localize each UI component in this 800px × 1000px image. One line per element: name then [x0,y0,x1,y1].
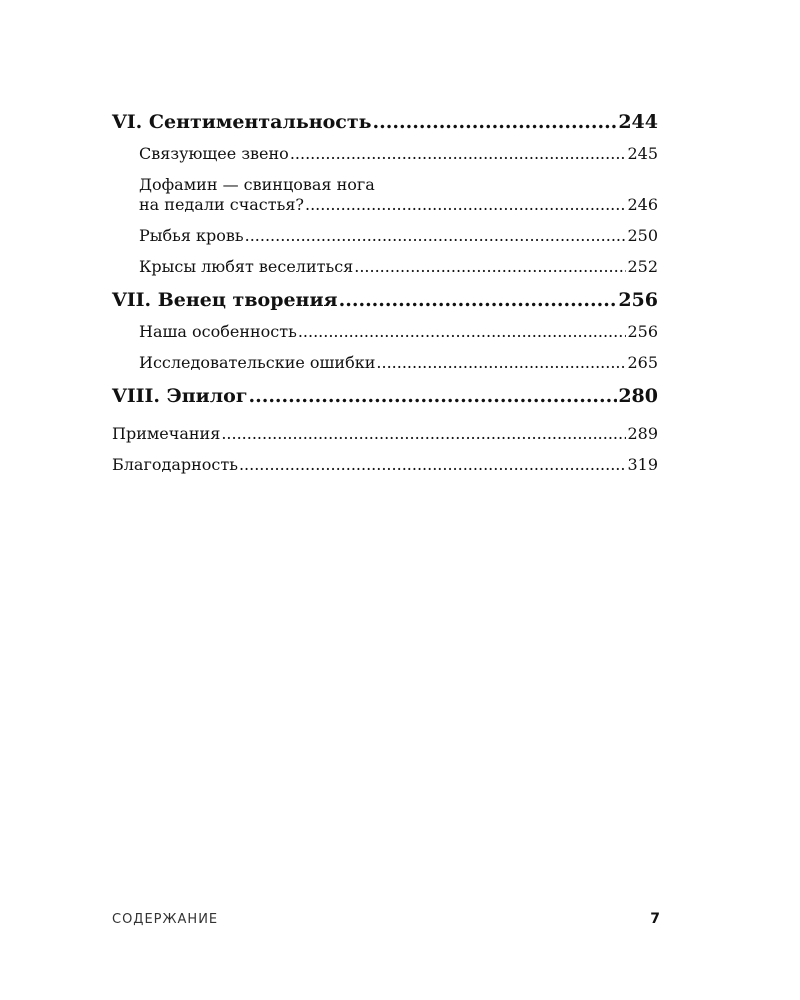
dot-leader [305,195,626,215]
toc-section-title-line1: Дофамин — свинцовая нога [139,175,375,194]
toc-page-number: 245 [627,144,658,163]
toc-chapter-8 [112,382,658,410]
page-number: 7 [650,911,660,927]
toc-page-number: 246 [627,195,658,214]
toc-section [112,257,658,277]
table-of-contents [112,108,658,475]
toc-page-number: 265 [627,353,658,372]
toc-page-number: 252 [627,257,658,276]
toc-section-title: Рыбья кровь [139,226,244,245]
dot-leader [248,382,617,410]
toc-entry-title: Примечания [112,424,221,443]
toc-section [112,144,658,164]
dot-leader [339,286,618,314]
toc-section [112,353,658,373]
dot-leader [290,144,627,164]
toc-page-number: 280 [618,385,658,407]
toc-section-line2 [139,195,658,215]
toc-page-number: 319 [627,455,658,474]
toc-page-number: 244 [618,111,658,133]
toc-section-title: Наша особенность [139,322,297,341]
toc-section [112,175,658,215]
dot-leader [239,455,627,475]
toc-chapter-7 [112,286,658,314]
toc-section-title-line2: на педали счастья? [139,195,304,214]
dot-leader [221,424,626,444]
toc-section-title: Связующее звено [139,144,289,163]
toc-chapter-title: VI. Сентиментальность [112,111,372,133]
dot-leader [373,108,618,136]
toc-section-title: Исследовательские ошибки [139,353,376,372]
toc-chapter-6 [112,108,658,136]
toc-back-matter-notes [112,424,658,444]
toc-section [112,322,658,342]
toc-chapter-title: VIII. Эпилог [112,385,248,407]
toc-page-number: 250 [627,226,658,245]
toc-entry-title: Благодарность [112,455,238,474]
page-footer [112,911,660,927]
dot-leader [298,322,627,342]
dot-leader [354,257,626,277]
dot-leader [245,226,627,246]
toc-page-number: 289 [627,424,658,443]
toc-page-number: 256 [618,289,658,311]
toc-section [112,226,658,246]
running-head: СОДЕРЖАНИЕ [112,912,219,927]
toc-back-matter-acknowledgements [112,455,658,475]
toc-page-number: 256 [627,322,658,341]
toc-chapter-title: VII. Венец творения [112,289,338,311]
toc-section-title: Крысы любят веселиться [139,257,354,276]
dot-leader [376,353,626,373]
